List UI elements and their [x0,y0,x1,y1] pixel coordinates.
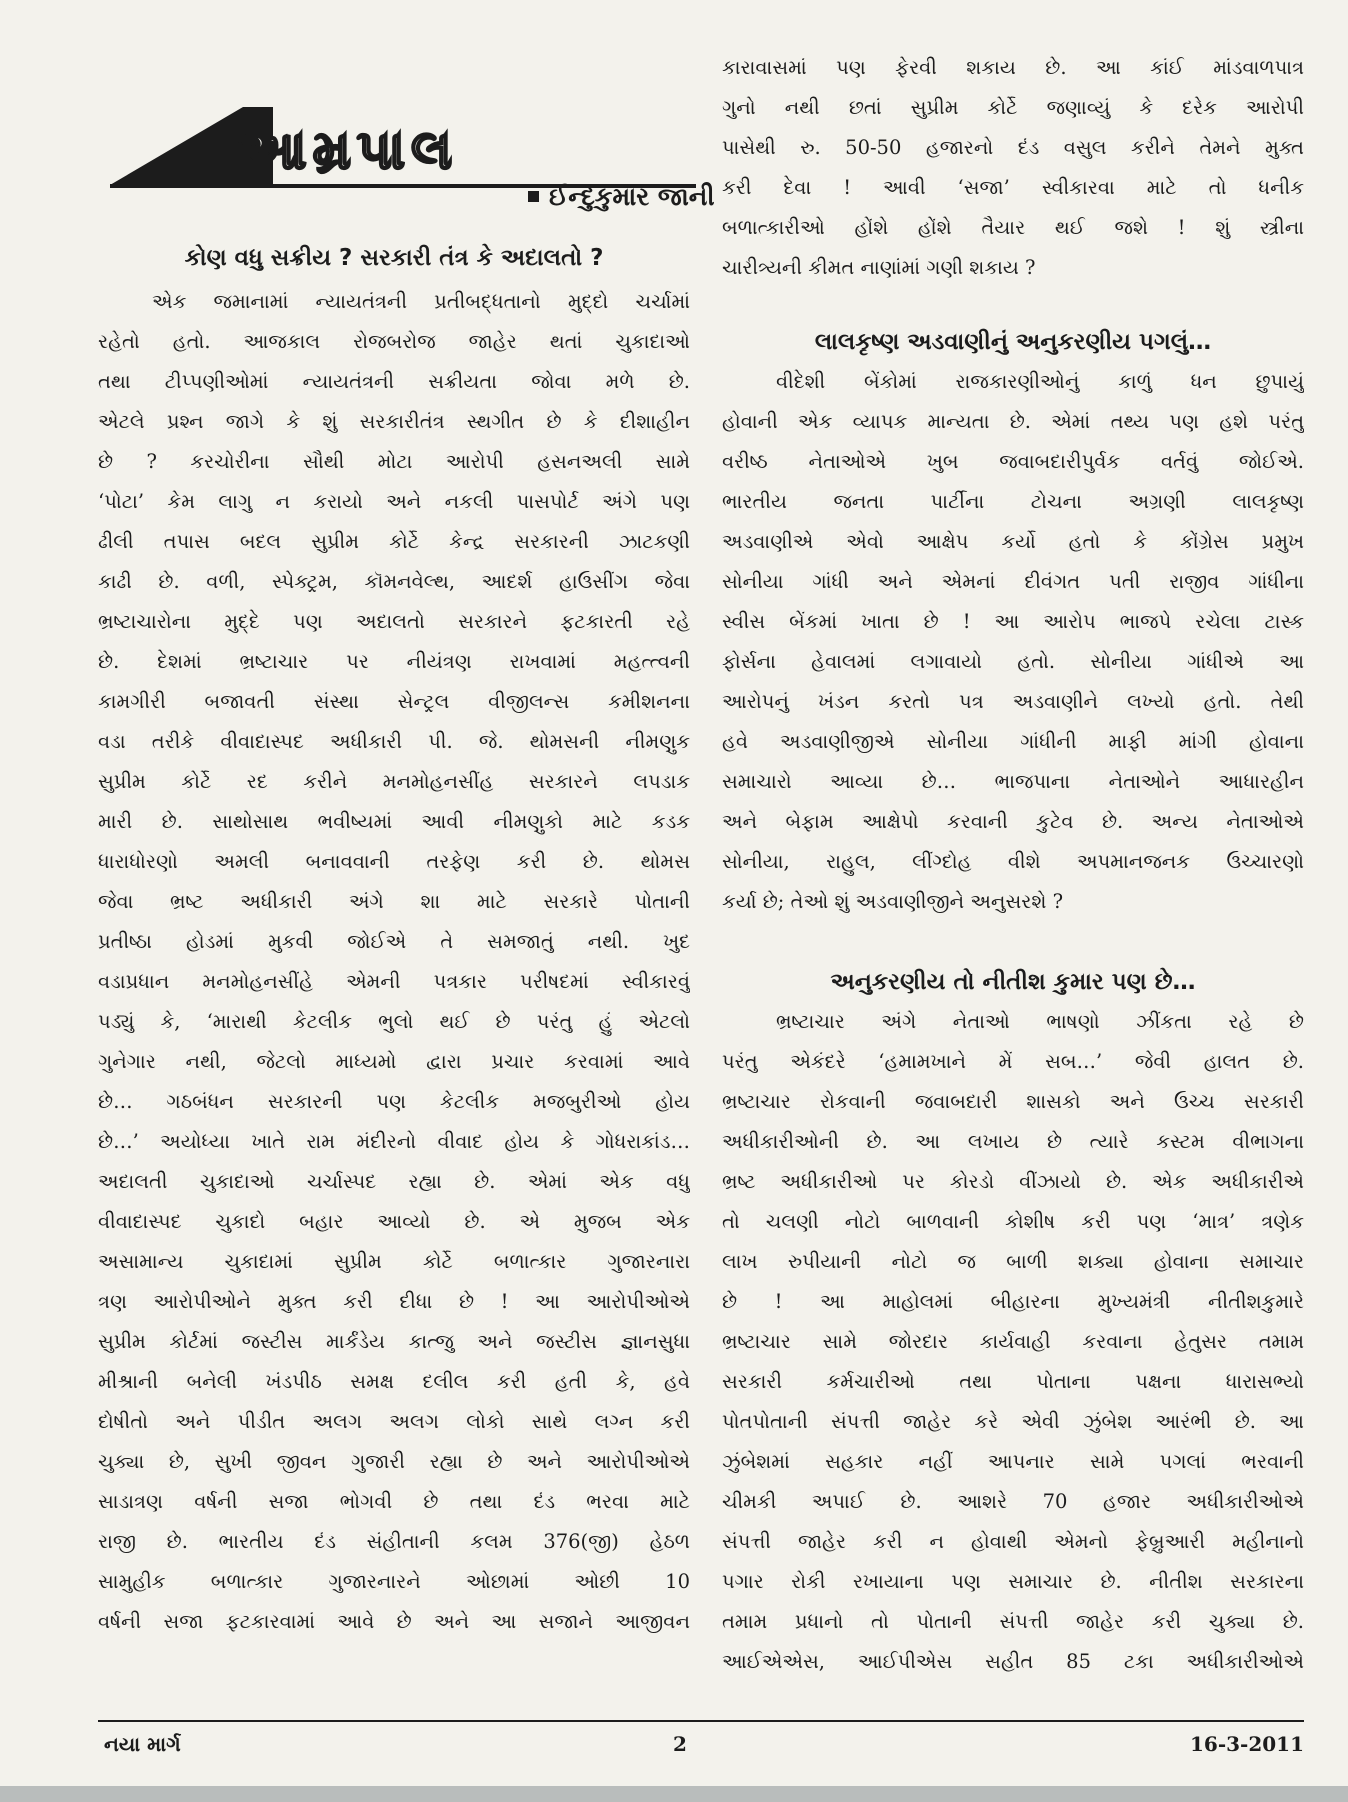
text-line: પ્રતીષ્ઠા હોડમાં મુકવી જોઈએ તે સમજાતું નથી. ખુદ [98,930,690,953]
footer-date: 16-3-2011 [1189,1732,1304,1756]
section-heading-advani: લાલકૃષ્ણ અડવાણીનું અનુકરણીય પગલું… [814,329,1212,355]
footer-publication: નયા માર્ગ [104,1732,181,1756]
text-line: પોતપોતાની સંપત્તી જાહેર કરે એવી ઝુંબેશ આરંભી છે. આ [722,1410,1304,1433]
text-line: ભારતીય જનતા પાર્ટીના ટોચના અગ્રણી લાલકૃષ્ણ [722,490,1304,513]
text-line: પગાર રોકી રખાયાના પણ સમાચાર છે. નીતીશ સરકારના [722,1570,1304,1593]
text-line: તમામ પ્રધાનો તો પોતાની સંપત્તી જાહેર કરી ચુક્યા છે. [722,1610,1304,1633]
section-heading: કોણ વધુ સક્રીય ? સરકારી તંત્ર કે અદાલતો ? [184,245,604,271]
bullet-square-icon [528,191,539,202]
text-line: સુપ્રીમ કોર્ટે રદ કરીને મનમોહનસીંહ સરકારને લપડાક [98,770,690,793]
text-line: સુપ્રીમ કોર્ટમાં જસ્ટીસ માર્કંડેય કાત્જુ અને જસ્ટીસ જ્ઞાનસુધા [98,1330,690,1353]
text-line: ‘પોટા’ કેમ લાગુ ન કરાયો અને નકલી પાસપોર્ટ અંગે પણ [98,490,690,513]
text-line: ત્રણ આરોપીઓને મુક્ત કરી દીધા છે ! આ આરોપીઓએ [98,1290,690,1313]
text-line: ગુનો નથી છતાં સુપ્રીમ કોર્ટે જણાવ્યું કે દરેક આરોપી [722,96,1304,119]
text-line: દોષીતો અને પીડીત અલગ અલગ લોકો સાથે લગ્ન કરી [98,1410,690,1433]
text-line: ગુનેગાર નથી, જેટલો માધ્યમો દ્વારા પ્રચાર કરવામાં આવે [98,1050,690,1073]
right-paragraph-2 [722,362,1304,922]
text-line: પરંતુ એકંદરે ‘હમામખાને મેં સબ…’ જેવી હાલત છે. [722,1050,1304,1073]
text-line: વડાપ્રધાન મનમોહનસીંહે એમની પત્રકાર પરીષદમાં સ્વીકારવું [98,970,690,993]
text-line: તથા ટીપ્પણીઓમાં ન્યાયતંત્રની સક્રીયતા જોવા મળે છે. [98,370,690,393]
text-line: વર્ષની સજા ફટકારવામાં આવે છે અને આ સજાને આજીવન [98,1610,690,1633]
text-line: જેવા ભ્રષ્ટ અધીકારી અંગે શા માટે સરકારે પોતાની [98,890,690,913]
text-line: લાખ રુપીયાની નોટો જ બાળી શક્યા હોવાના સમાચાર [722,1250,1304,1273]
footer-page-number: 2 [673,1732,687,1756]
text-line: એક જમાનામાં ન્યાયતંત્રની પ્રતીબદ્ધતાનો મુદ્દો ચર્ચામાં [152,290,690,313]
text-line: ભ્રષ્ટાચાર સામે જોરદાર કાર્યવાહી કરવાના હેતુસર તમામ [722,1330,1304,1353]
right-paragraph-1 [722,48,1304,288]
text-line: અને બેફામ આક્ષેપો કરવાની કુટેવ છે. અન્ય નેતાઓએ [722,810,1304,833]
footer-rule [98,1720,1304,1722]
text-line: ચીમકી અપાઈ છે. આશરે 70 હજાર અધીકારીઓએ [722,1490,1304,1513]
text-line: અડવાણીએ એવો આક્ષેપ કર્યો હતો કે કોંગ્રેસ પ્રમુખ [722,530,1304,553]
text-line: કામગીરી બજાવતી સંસ્થા સેન્ટ્રલ વીજીલન્સ કમીશનના [98,690,690,713]
text-line: સામુહીક બળાત્કાર ગુજારનારને ઓછામાં ઓછી 10 [98,1570,690,1593]
section-heading-nitish: અનુકરણીય તો નીતીશ કુમાર પણ છે… [830,969,1196,995]
left-article-body [98,282,690,1642]
text-line: સરકારી કર્મચારીઓ તથા પોતાના પક્ષના ધારાસભ્યો [722,1370,1304,1393]
text-line: વીવાદાસ્પદ ચુકાદો બહાર આવ્યો છે. એ મુજબ એક [98,1210,690,1233]
right-paragraph-3 [722,1002,1304,1682]
text-line: ભ્રષ્ટાચાર રોકવાની જવાબદારી શાસકો અને ઉચ્ચ સરકારી [722,1090,1304,1113]
text-line: ફોર્સના હેવાલમાં લગાવાયો હતો. સોનીયા ગાંધીએ આ [722,650,1304,673]
text-line: બળાત્કારીઓ હોંશે હોંશે તૈયાર થઈ જશે ! શું સ્ત્રીના [722,216,1304,239]
text-line: વડા તરીકે વીવાદાસ્પદ અધીકારી પી. જે. થોમસની નીમણુક [98,730,690,753]
text-line: આઈએએસ, આઈપીએસ સહીત 85 ટકા અધીકારીઓએ [722,1650,1304,1673]
text-line: સ્વીસ બેંકમાં ખાતા છે ! આ આરોપ ભાજપે રચેલા ટાસ્ક [722,610,1304,633]
text-line: છે ! આ માહોલમાં બીહારના મુખ્યમંત્રી નીતીશકુમારે [722,1290,1304,1313]
text-line: ઢીલી તપાસ બદલ સુપ્રીમ કોર્ટે કેન્દ્ર સરકારની ઝાટકણી [98,530,690,553]
text-line: અદાલતી ચુકાદાઓ ચર્ચાસ્પદ રહ્યા છે. એમાં એક વધુ [98,1170,690,1193]
text-line: ધારાધોરણો અમલી બનાવવાની તરફેણ કરી છે. થોમસ [98,850,690,873]
scan-edge [0,1786,1348,1802]
text-line: કર્યા છે; તેઓ શું અડવાણીજીને અનુસરશે ? [722,890,1064,913]
text-line: વરીષ્ઠ નેતાઓએ ખુબ જવાબદારીપુર્વક વર્તવું જોઈએ. [722,450,1304,473]
text-line: ચુક્યા છે, સુખી જીવન ગુજારી રહ્યા છે અને આરોપીઓએ [98,1450,690,1473]
text-line: સાડાત્રણ વર્ષની સજા ભોગવી છે તથા દંડ ભરવા માટે [98,1490,690,1513]
text-line: હોવાની એક વ્યાપક માન્યતા છે. એમાં તથ્ય પણ હશે પરંતુ [722,410,1304,433]
text-line: મારી છે. સાથોસાથ ભવીષ્યમાં આવી નીમણુકો માટે કડક [98,810,690,833]
text-line: છે ? કરચોરીના સૌથી મોટા આરોપી હસનઅલી સામે [98,450,690,473]
text-line: પાસેથી રુ. 50-50 હજારનો દંડ વસુલ કરીને તેમને મુક્ત [722,136,1304,159]
text-line: રાજી છે. ભારતીય દંડ સંહીતાની કલમ 376(જી) હેઠળ [98,1530,690,1553]
text-line: છે…’ અયોધ્યા ખાતે રામ મંદીરનો વીવાદ હોય કે ગોધરાકાંડ… [98,1130,690,1153]
text-line: ભ્રષ્ટાચારોના મુદ્દે પણ અદાલતો સરકારને ફટકારતી રહે [98,610,690,633]
text-line: ઝુંબેશમાં સહકાર નહીં આપનાર સામે પગલાં ભરવાની [722,1450,1304,1473]
text-line: રહેતો હતો. આજકાલ રોજબરોજ જાહેર થતાં ચુકાદાઓ [98,330,690,353]
text-line: સમાચારો આવ્યા છે… ભાજપાના નેતાઓને આધારહીન [722,770,1304,793]
text-line: આરોપનું ખંડન કરતો પત્ર અડવાણીને લખ્યો હતો. તેથી [722,690,1304,713]
column-masthead [108,95,715,215]
text-line: પડ્યું કે, ‘મારાથી કેટલીક ભુલો થઈ છે પરંતુ હું એટલો [98,1010,690,1033]
text-line: સોનીયા, રાહુલ, લીંગ્દોહ વીશે અપમાનજનક ઉચ્ચારણો [722,850,1304,873]
text-line: છે… ગઠબંધન સરકારની પણ કેટલીક મજબુરીઓ હોય [98,1090,690,1113]
column-logo: આમ્રપાલ [238,118,458,181]
text-line: છે. દેશમાં ભ્રષ્ટાચાર પર નીયંત્રણ રાખવામાં મહત્ત્વની [98,650,690,673]
text-line: સોનીયા ગાંધી અને એમનાં દીવંગત પતી રાજીવ ગાંધીના [722,570,1304,593]
text-line: તો ચલણી નોટો બાળવાની કોશીષ કરી પણ ‘માત્ર’ ત્રણેક [722,1210,1304,1233]
text-line: સંપત્તી જાહેર કરી ન હોવાથી એમનો ફેબ્રુઆરી મહીનાનો [722,1530,1304,1553]
text-line: એટલે પ્રશ્ન જાગે કે શું સરકારીતંત્ર સ્થગીત છે કે દીશાહીન [98,410,690,433]
text-line: અધીકારીઓની છે. આ લખાય છે ત્યારે કસ્ટમ વીભાગના [722,1130,1304,1153]
text-line: કાઢી છે. વળી, સ્પેક્ટ્રમ, કૉમનવેલ્થ, આદર્શ હાઉસીંગ જેવા [98,570,690,593]
text-line: મીશ્રાની બનેલી ખંડપીઠ સમક્ષ દલીલ કરી હતી કે, હવે [98,1370,690,1393]
text-line: ભ્રષ્ટાચાર અંગે નેતાઓ ભાષણો ઝીંકતા રહે છે [776,1010,1304,1033]
text-line: કારાવાસમાં પણ ફેરવી શકાય છે. આ કાંઈ માંડવાળપાત્ર [722,56,1304,79]
text-line: હવે અડવાણીજીએ સોનીયા ગાંધીની માફી માંગી હોવાના [722,730,1304,753]
text-line: વીદેશી બેંકોમાં રાજકારણીઓનું કાળું ધન છુપાયું [776,370,1304,393]
author-name: ઈન્દુકુમાર જાની [549,182,715,211]
text-line: ચારીત્ર્યની કીમત નાણાંમાં ગણી શકાય ? [722,256,1036,279]
text-line: ભ્રષ્ટ અધીકારીઓ પર કોરડો વીંઝાયો છે. એક અધીકારીએ [722,1170,1304,1193]
text-line: અસામાન્ય ચુકાદામાં સુપ્રીમ કોર્ટે બળાત્કાર ગુજારનારા [98,1250,690,1273]
text-line: કરી દેવા ! આવી ‘સજા’ સ્વીકારવા માટે તો ધનીક [722,176,1304,199]
